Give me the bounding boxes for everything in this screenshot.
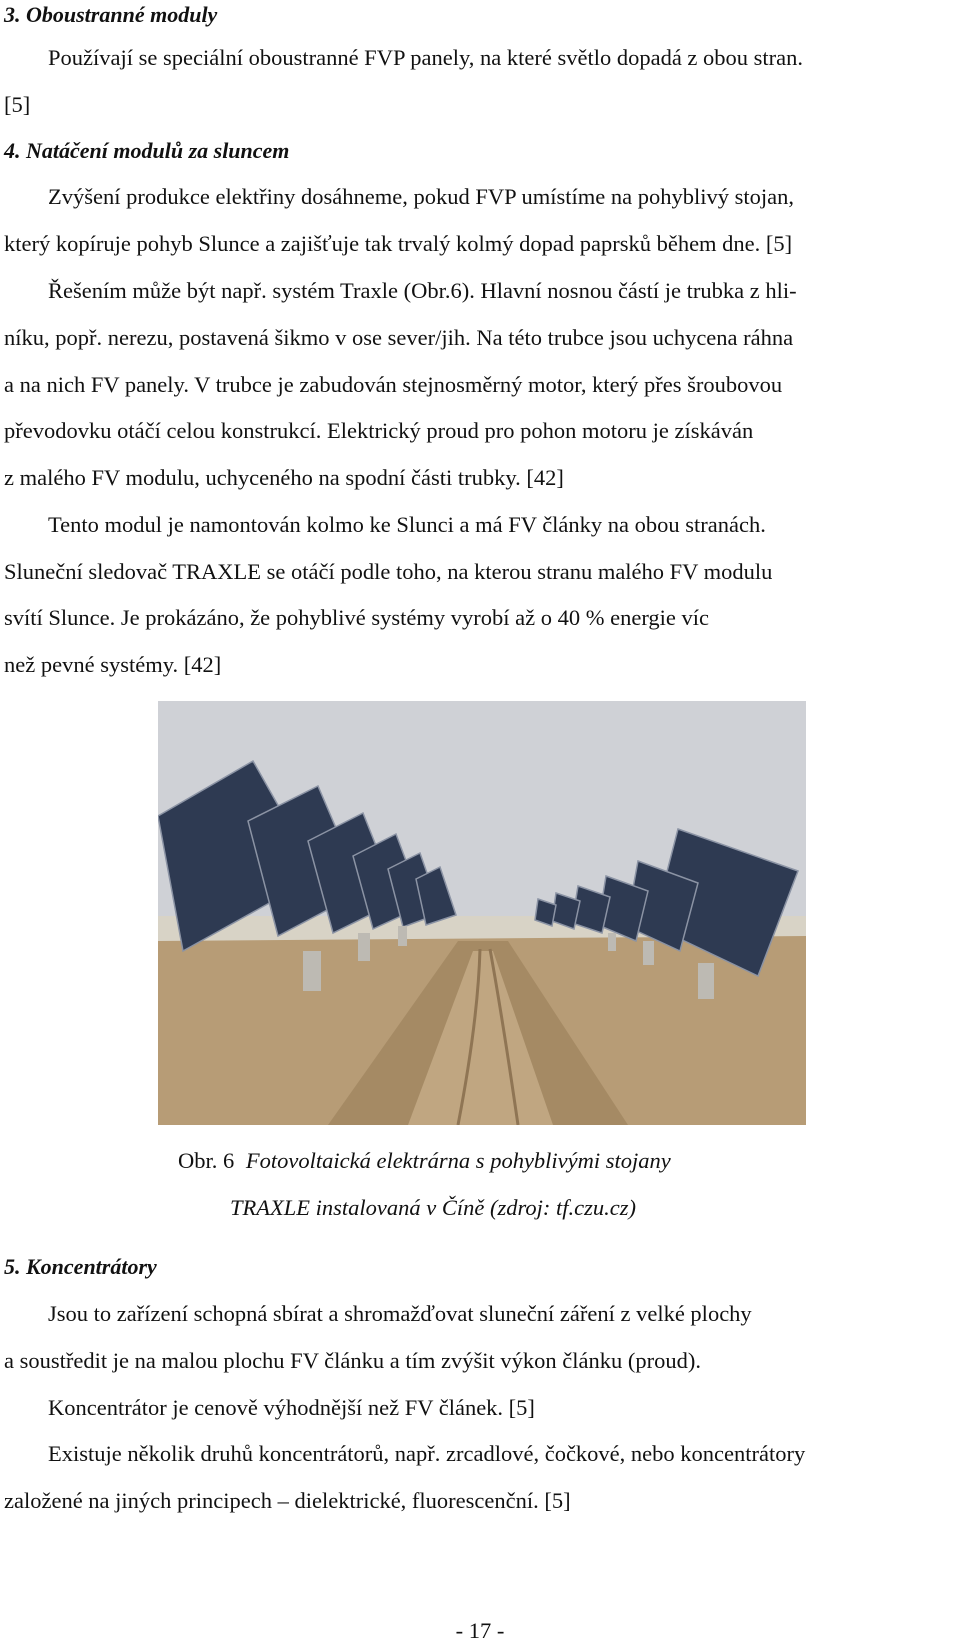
section-5-line-5: založené na jiných principech – dielektrické, fluorescenční. [5] [4, 1488, 571, 1513]
section-5-line-2: a soustředit je na malou plochu FV článku a tím zvýšit výkon článku (proud). [4, 1348, 701, 1373]
section-4-line-3: Řešením může být např. systém Traxle (Obr.6). Hlavní nosnou částí je trubka z hli- [48, 278, 797, 303]
section-4-line-4: níku, popř. nerezu, postavená šikmo v ose sever/jih. Na této trubce jsou uchycena ráhna [4, 325, 794, 350]
section-4-line-9: Sluneční sledovač TRAXLE se otáčí podle toho, na kterou stranu malého FV modulu [4, 559, 773, 584]
section-4-line-5: a na nich FV panely. V trubce je zabudován stejnosměrný motor, který přes šroubovou [4, 372, 783, 397]
section-4-line-11: než pevné systémy. [42] [4, 652, 222, 677]
section-4-line-1: Zvýšení produkce elektřiny dosáhneme, pokud FVP umístíme na pohyblivý stojan, [48, 184, 794, 209]
figure-caption-line-2 [230, 1195, 636, 1221]
section-3-heading: 3. Oboustranné moduly [4, 2, 218, 27]
solar-tracker-photo [158, 701, 806, 1125]
section-5-line-3: Koncentrátor je cenově výhodnější než FV článek. [5] [48, 1395, 535, 1420]
section-5-heading: 5. Koncentrátory [4, 1254, 157, 1279]
section-3-line-1: Používají se speciální oboustranné FVP panely, na které světlo dopadá z obou stran. [48, 45, 804, 70]
section-5-line-1: Jsou to zařízení schopná sbírat a shromažďovat sluneční záření z velké plochy [48, 1301, 752, 1326]
figure-label: Obr. 6 [178, 1148, 235, 1173]
section-3-line-2: [5] [4, 92, 31, 117]
page-number: - 17 - [455, 1618, 505, 1643]
section-4-line-6: převodovku otáčí celou konstrukcí. Elektrický proud pro pohon motoru je získáván [4, 418, 754, 443]
section-4-heading: 4. Natáčení modulů za sluncem [4, 138, 290, 163]
section-5-line-4: Existuje několik druhů koncentrátorů, např. zrcadlové, čočkové, nebo koncentrátory [48, 1441, 806, 1466]
document-page [4, 0, 956, 1644]
figure-caption-text-2: TRAXLE instalovaná v Číně (zdroj: tf.czu.cz) [230, 1195, 636, 1220]
section-4-line-8: Tento modul je namontován kolmo ke Slunci a má FV články na obou stranách. [48, 512, 766, 537]
section-4-line-10: svítí Slunce. Je prokázáno, že pohyblivé systémy vyrobí až o 40 % energie víc [4, 605, 710, 630]
section-4-line-7: z malého FV modulu, uchyceného na spodní části trubky. [42] [4, 465, 564, 490]
figure-caption-line-1 [178, 1148, 671, 1174]
figure-caption-text-1: Fotovoltaická elektrárna s pohyblivými stojany [245, 1148, 671, 1173]
section-4-line-2: který kopíruje pohyb Slunce a zajišťuje tak trvalý kolmý dopad paprsků během dne. [5] [4, 231, 793, 256]
